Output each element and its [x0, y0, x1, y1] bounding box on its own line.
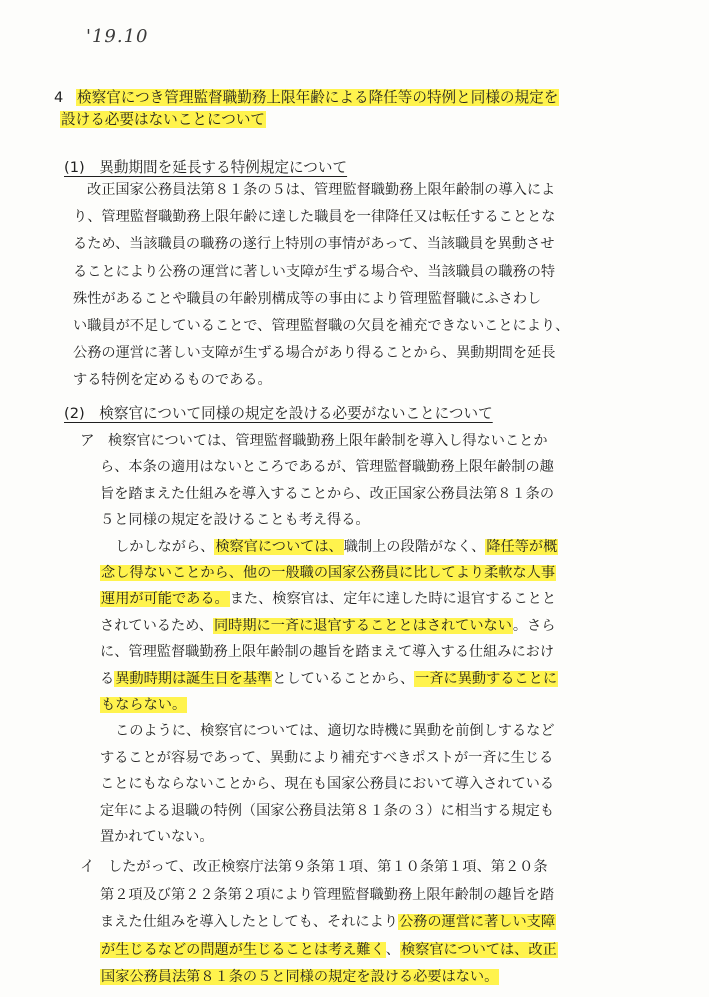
text-segment: まえた仕組みを導入したとしても、それにより [100, 914, 398, 930]
highlighted-text: 検察官については、改正 [400, 941, 557, 958]
subsection-1-line [73, 262, 555, 282]
subsection-2-heading: (2) 検察官について同様の規定を設ける必要がないことについて [64, 405, 493, 422]
highlighted-text: 公務の運営に著しい支障 [398, 914, 556, 930]
item-a-line [115, 537, 558, 557]
subsection-1-line [73, 343, 555, 363]
item-a-line [108, 431, 548, 451]
text-segment: い職員が不足していることで、管理監督職の欠員を補充できないことにより、 [73, 318, 570, 334]
item-i-line [100, 885, 554, 905]
item-a-line [100, 642, 554, 662]
text-segment: したがって、改正検察庁法第９条第１項、第１０条第１項、第２０条 [108, 859, 548, 875]
subsection-1-line [73, 207, 555, 227]
item-i-line [108, 857, 548, 877]
text-segment: 、 [385, 941, 400, 958]
text-segment: することが容易であって、異動により補充すべきポストが一斉に生じる [100, 749, 554, 766]
item-i-line [100, 940, 558, 960]
text-segment: に、管理監督職勤務上限年齢制の趣旨を踏まえて導入する仕組みにおけ [100, 644, 555, 661]
text-segment: るため、当該職員の職務の遂行上特別の事情があって、当該職員を異動させ [73, 236, 555, 253]
text-segment: 職制上の段階がなく、 [343, 538, 486, 555]
item-a-line [100, 669, 558, 689]
text-segment: 第２項及び第２２条第２項により管理監督職勤務上限年齢制の趣旨を踏 [100, 886, 555, 903]
text-segment: ら、本条の適用はないところであるが、管理監督職勤務上限年齢制の趣 [100, 459, 554, 476]
text-segment: 公務の運営に著しい支障が生ずる場合があり得ることから、異動期間を延長 [73, 345, 556, 362]
subsection-1-heading: (1) 異動期間を延長する特例規定について [64, 159, 348, 176]
item-a-line [100, 748, 553, 768]
text-segment: 改正国家公務員法第８１条の５は、管理監督職勤務上限年齢制の導入によ [87, 182, 556, 198]
handwritten-note: '19.10 [86, 26, 149, 47]
highlighted-text: 国家公務員法第８１条の５と同様の規定を設ける必要はない。 [101, 969, 499, 985]
highlighted-text: 検察官については、 [215, 538, 343, 555]
item-a-line [100, 510, 370, 530]
text-segment: としていることから、 [272, 670, 415, 687]
item-a-line [100, 484, 554, 504]
item-i-line [100, 967, 499, 987]
section-title-line [76, 88, 559, 108]
highlighted-text: が生じるなどの問題が生じることは考え難く [101, 941, 385, 958]
item-a-line [115, 721, 555, 741]
item-a-line [100, 801, 554, 821]
highlighted-text: もならない。 [101, 697, 187, 713]
text-segment: また、検察官は、定年に達した時に退官することと [229, 591, 557, 608]
highlighted-text: 一斉に異動することに [415, 670, 558, 687]
item-a-line [100, 563, 556, 583]
item-i-line [100, 912, 556, 932]
text-segment: このように、検察官については、適切な時機に異動を前倒しするなど [115, 723, 555, 740]
item-i-marker: イ [80, 858, 95, 875]
subsection-1-line [73, 289, 541, 309]
text-segment: 。さら [512, 617, 556, 634]
text-segment: ることにより公務の運営に著しい支障が生ずる場合や、当該職員の職務の特 [73, 263, 556, 280]
highlighted-text: 同時期に一斉に退官することとはされていない [213, 617, 512, 634]
text-segment: り、管理監督職勤務上限年齢に達した職員を一律降任又は転任することとな [73, 209, 556, 226]
item-a-line [100, 827, 214, 847]
highlighted-text: 検察官につき管理監督職勤務上限年齢による降任等の特例と同様の規定を [77, 89, 559, 106]
text-segment: する特例を定めるものである。 [73, 372, 272, 389]
highlighted-text: 異動時期は誕生日を基準 [115, 670, 272, 687]
item-a-line [100, 774, 554, 794]
highlighted-text: 念し得ないことから、他の一般職の国家公務員に比してより柔軟な人事 [101, 565, 556, 581]
text-segment: ５と同様の規定を設けることも考え得る。 [100, 512, 370, 529]
subsection-1-line [73, 316, 569, 336]
section-title-line [60, 110, 266, 130]
highlighted-text: 運用が可能である。 [101, 591, 229, 608]
text-segment: 殊性があることや職員の年齢別構成等の事由により管理監督職にふさわし [73, 290, 542, 307]
text-segment: 定年による退職の特例（国家公務員法第８１条の３）に相当する規定も [100, 802, 555, 819]
item-a-line [100, 457, 554, 477]
item-a-line [100, 616, 555, 636]
text-segment: 検察官については、管理監督職勤務上限年齢制を導入し得ないことか [108, 433, 548, 449]
item-a-marker: ア [80, 432, 95, 449]
text-segment: ことにもならないことから、現在も国家公務員において導入されている [100, 776, 555, 793]
highlighted-text: 降任等が概 [486, 538, 558, 555]
highlighted-text: 設ける必要はないことについて [61, 111, 266, 128]
subsection-1-line [87, 180, 555, 200]
text-segment: 置かれていない。 [100, 829, 214, 845]
text-segment: 旨を踏まえた仕組みを導入することから、改正国家公務員法第８１条の [100, 485, 555, 502]
text-segment: されているため、 [100, 617, 213, 634]
subsection-1-line [73, 234, 554, 254]
item-a-line [100, 695, 187, 715]
subsection-1-line [73, 370, 272, 390]
section-number: 4 [54, 89, 64, 106]
text-segment: しかしながら、 [115, 538, 215, 555]
item-a-line [100, 589, 556, 609]
text-segment: る [100, 670, 115, 687]
